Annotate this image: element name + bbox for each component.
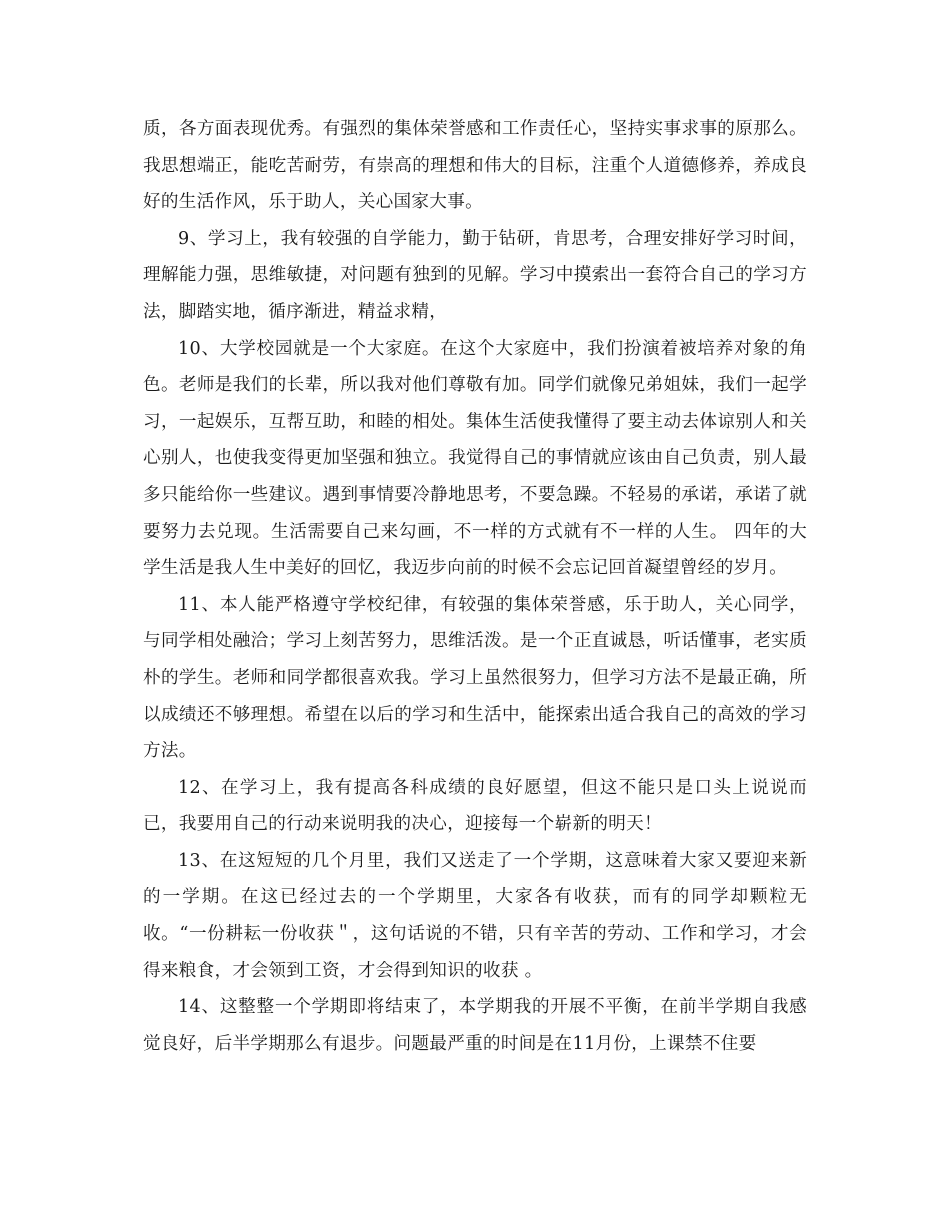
document-body: [143, 111, 807, 1062]
paragraph-item-11: 11、本人能严格遵守学校纪律，有较强的集体荣誉感，乐于助人，关心同学，与同学相处融洽；学习上刻苦努力，思维活泼。是一个正直诚恳，听话懂事，老实质朴的学生。老师和同学都很喜欢我。学习上虽然很努力，但学习方法不是最正确，所以成绩还不够理想。希望在以后的学习和生活中，能探索出适合我自己的高效的学习方法。: [143, 594, 807, 762]
paragraph-item-14: 14、这整整一个学期即将结束了，本学期我的开展不平衡，在前半学期自我感觉良好，后半学期那么有退步。问题最严重的时间是在11月份，上课禁不住要: [143, 997, 807, 1054]
paragraph-item-13: 13、在这短短的几个月里，我们又送走了一个学期，这意味着大家又要迎来新的一学期。在这已经过去的一个学期里，大家各有收获，而有的同学却颗粒无收。“一份耕耘一份收获＂，这句话说的不错，只有辛苦的劳动、工作和学习，才会得来粮食，才会领到工资，才会得到知识的收获 。: [143, 850, 807, 981]
paragraph-item-9: 9、学习上，我有较强的自学能力，勤于钻研，肯思考，合理安排好学习时间，理解能力强，思维敏捷，对问题有独到的见解。学习中摸索出一套符合自己的学习方法，脚踏实地，循序渐进，精益求精，: [143, 228, 807, 322]
paragraph-continued: 质，各方面表现优秀。有强烈的集体荣誉感和工作责任心，坚持实事求事的原那么。我思想端正，能吃苦耐劳，有崇高的理想和伟大的目标，注重个人道德修养，养成良好的生活作风，乐于助人，关心国家大事。: [143, 119, 807, 213]
paragraph-item-10: 10、大学校园就是一个大家庭。在这个大家庭中，我们扮演着被培养对象的角色。老师是我们的长辈，所以我对他们尊敬有加。同学们就像兄弟姐妹，我们一起学习，一起娱乐，互帮互助，和睦的相处。集体生活使我懂得了要主动去体谅别人和关心别人，也使我变得更加坚强和独立。我觉得自己的事情就应该由自己负责，别人最多只能给你一些建议。遇到事情要冷静地思考，不要急躁。不轻易的承诺，承诺了就要努力去兑现。生活需要自己来勾画，不一样的方式就有不一样的人生。 四年的大学生活是我人生中美好的回忆，我迈步向前的时候不会忘记回首凝望曾经的岁月。: [143, 338, 807, 579]
paragraph-item-12: 12、在学习上，我有提高各科成绩的良好愿望，但这不能只是口头上说说而已，我要用自己的行动来说明我的决心，迎接每一个崭新的明天！: [143, 777, 807, 835]
